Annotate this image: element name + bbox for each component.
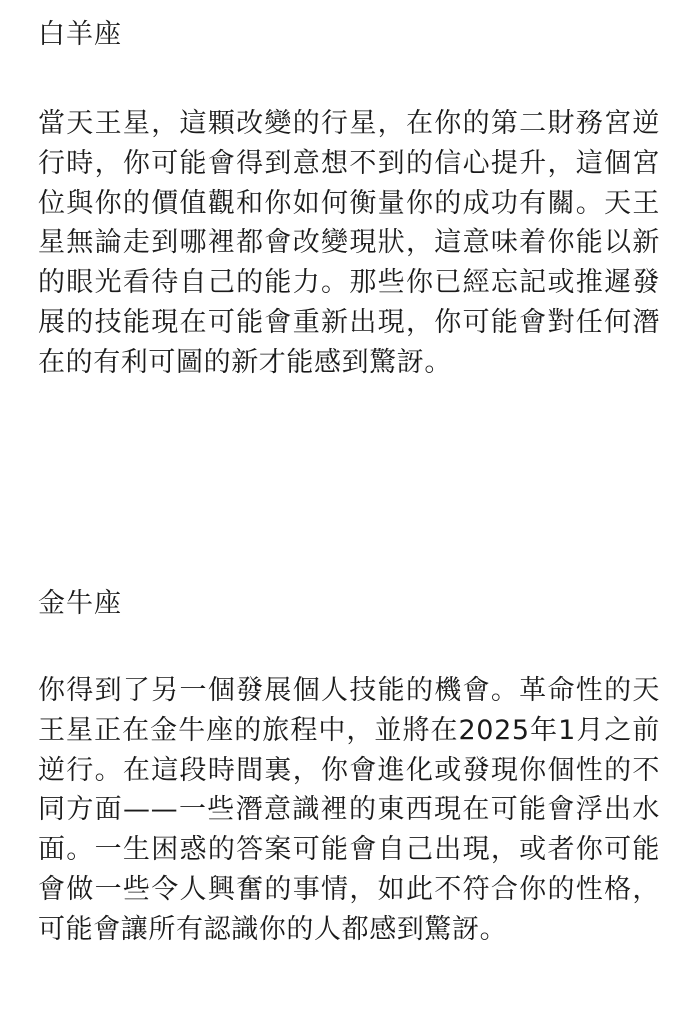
section-body-taurus: 你得到了另一個發展個人技能的機會。革命性的天王星正在金牛座的旅程中，並將在2025年1月之前逆行。在這段時間裏，你會進化或發現你個性的不同方面——一些潛意識裡的東西現在可能會浮出水面。一生困惑的答案可能會自己出現，或者你可能會做一些令人興奮的事情，如此不符合你的性格，可能會讓所有認識你的人都感到驚訝。 (38, 675, 660, 945)
section-body-aries: 當天王星，這顆改變的行星，在你的第二財務宮逆行時，你可能會得到意想不到的信心提升，這個宮位與你的價值觀和你如何衡量你的成功有關。天王星無論走到哪裡都會改變現狀，這意味着你能以新的眼光看待自己的能力。那些你已經忘記或推遲發展的技能現在可能會重新出現，你可能會對任何潛在的有利可圖的新才能感到驚訝。 (38, 108, 660, 378)
section-title-taurus: 金牛座 (38, 588, 122, 619)
section-title-aries: 白羊座 (38, 19, 122, 50)
